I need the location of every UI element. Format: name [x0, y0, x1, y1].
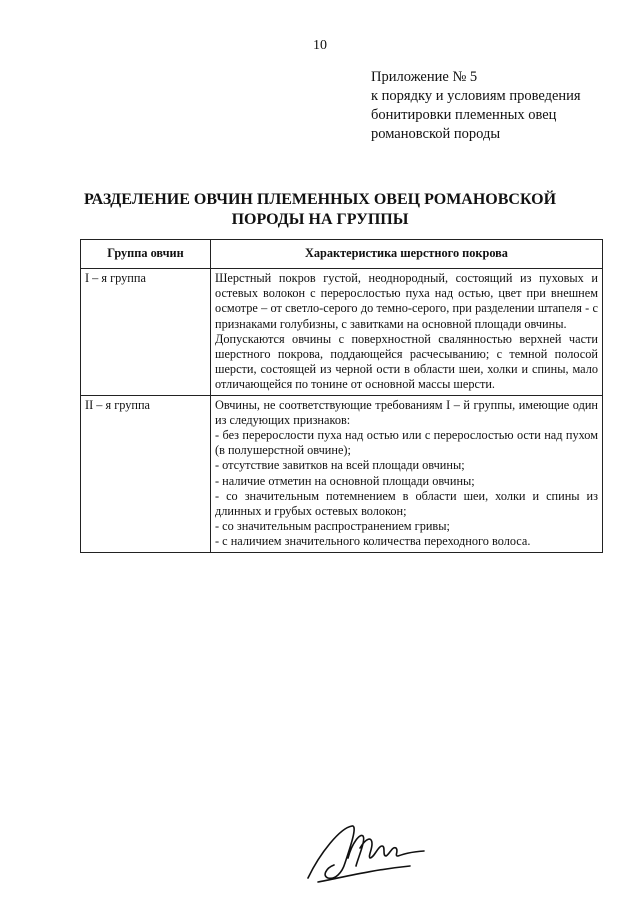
title-line: РАЗДЕЛЕНИЕ ОВЧИН ПЛЕМЕННЫХ ОВЕЦ РОМАНОВСКОЙ — [83, 191, 557, 208]
list-item: - со значительным потемнением в области шеи, холки и спины из длинных и грубых остевых волокон; — [215, 488, 598, 519]
appendix-heading — [371, 68, 581, 144]
appendix-line: бонитировки племенных овец — [371, 107, 557, 123]
handwritten-signature — [300, 818, 440, 888]
list-item: - без перерослости пуха над остью или с перерослостью ости над пухом (в полушерстной овчине); — [215, 428, 598, 458]
list-item: - отсутствие завитков на всей площади овчины; — [215, 458, 465, 473]
title-line: ПОРОДЫ НА ГРУППЫ — [231, 211, 409, 228]
characteristic-cell — [211, 269, 603, 396]
document-title — [80, 190, 560, 230]
paragraph: Допускаются овчины с поверхностной свалянностью верхней части шерстного покрова, поддающейся расчесыванию; с темной полосой шерсти, состоящей из черной ости в области шеи, холки и спины, мало отличающейся по тонине от основной массы шерсти. — [215, 331, 598, 392]
group-cell: II – я группа — [81, 395, 211, 552]
list-item: - наличие отметин на основной площади овчины; — [215, 473, 475, 488]
sheepskin-groups-table — [80, 239, 603, 553]
appendix-line: романовской породы — [371, 126, 501, 142]
column-header-characteristic: Характеристика шерстного покрова — [211, 240, 603, 269]
characteristic-cell — [211, 395, 603, 552]
paragraph: Шерстный покров густой, неоднородный, состоящий из пуховых и остевых волокон с перерослостью пуха над остью, цвет при внешнем осмотре – от светло-серого до темно-серого, при разделении штапеля - с признаками голубизны, с завитками на основной площади овчины. — [215, 271, 598, 331]
appendix-line: к порядку и условиям проведения — [371, 88, 581, 104]
table-row — [81, 269, 603, 396]
page-number: 10 — [313, 38, 327, 53]
group-cell: I – я группа — [81, 269, 211, 396]
table-row — [81, 395, 603, 552]
paragraph: Овчины, не соответствующие требованиям I – й группы, имеющие один из следующих признаков: — [215, 397, 598, 427]
list-item: - со значительным распространением гривы; — [215, 519, 450, 534]
list-item: - с наличием значительного количества переходного волоса. — [215, 534, 531, 549]
appendix-line: Приложение № 5 — [371, 69, 478, 85]
table-header-row — [81, 240, 603, 269]
column-header-group: Группа овчин — [81, 240, 211, 269]
